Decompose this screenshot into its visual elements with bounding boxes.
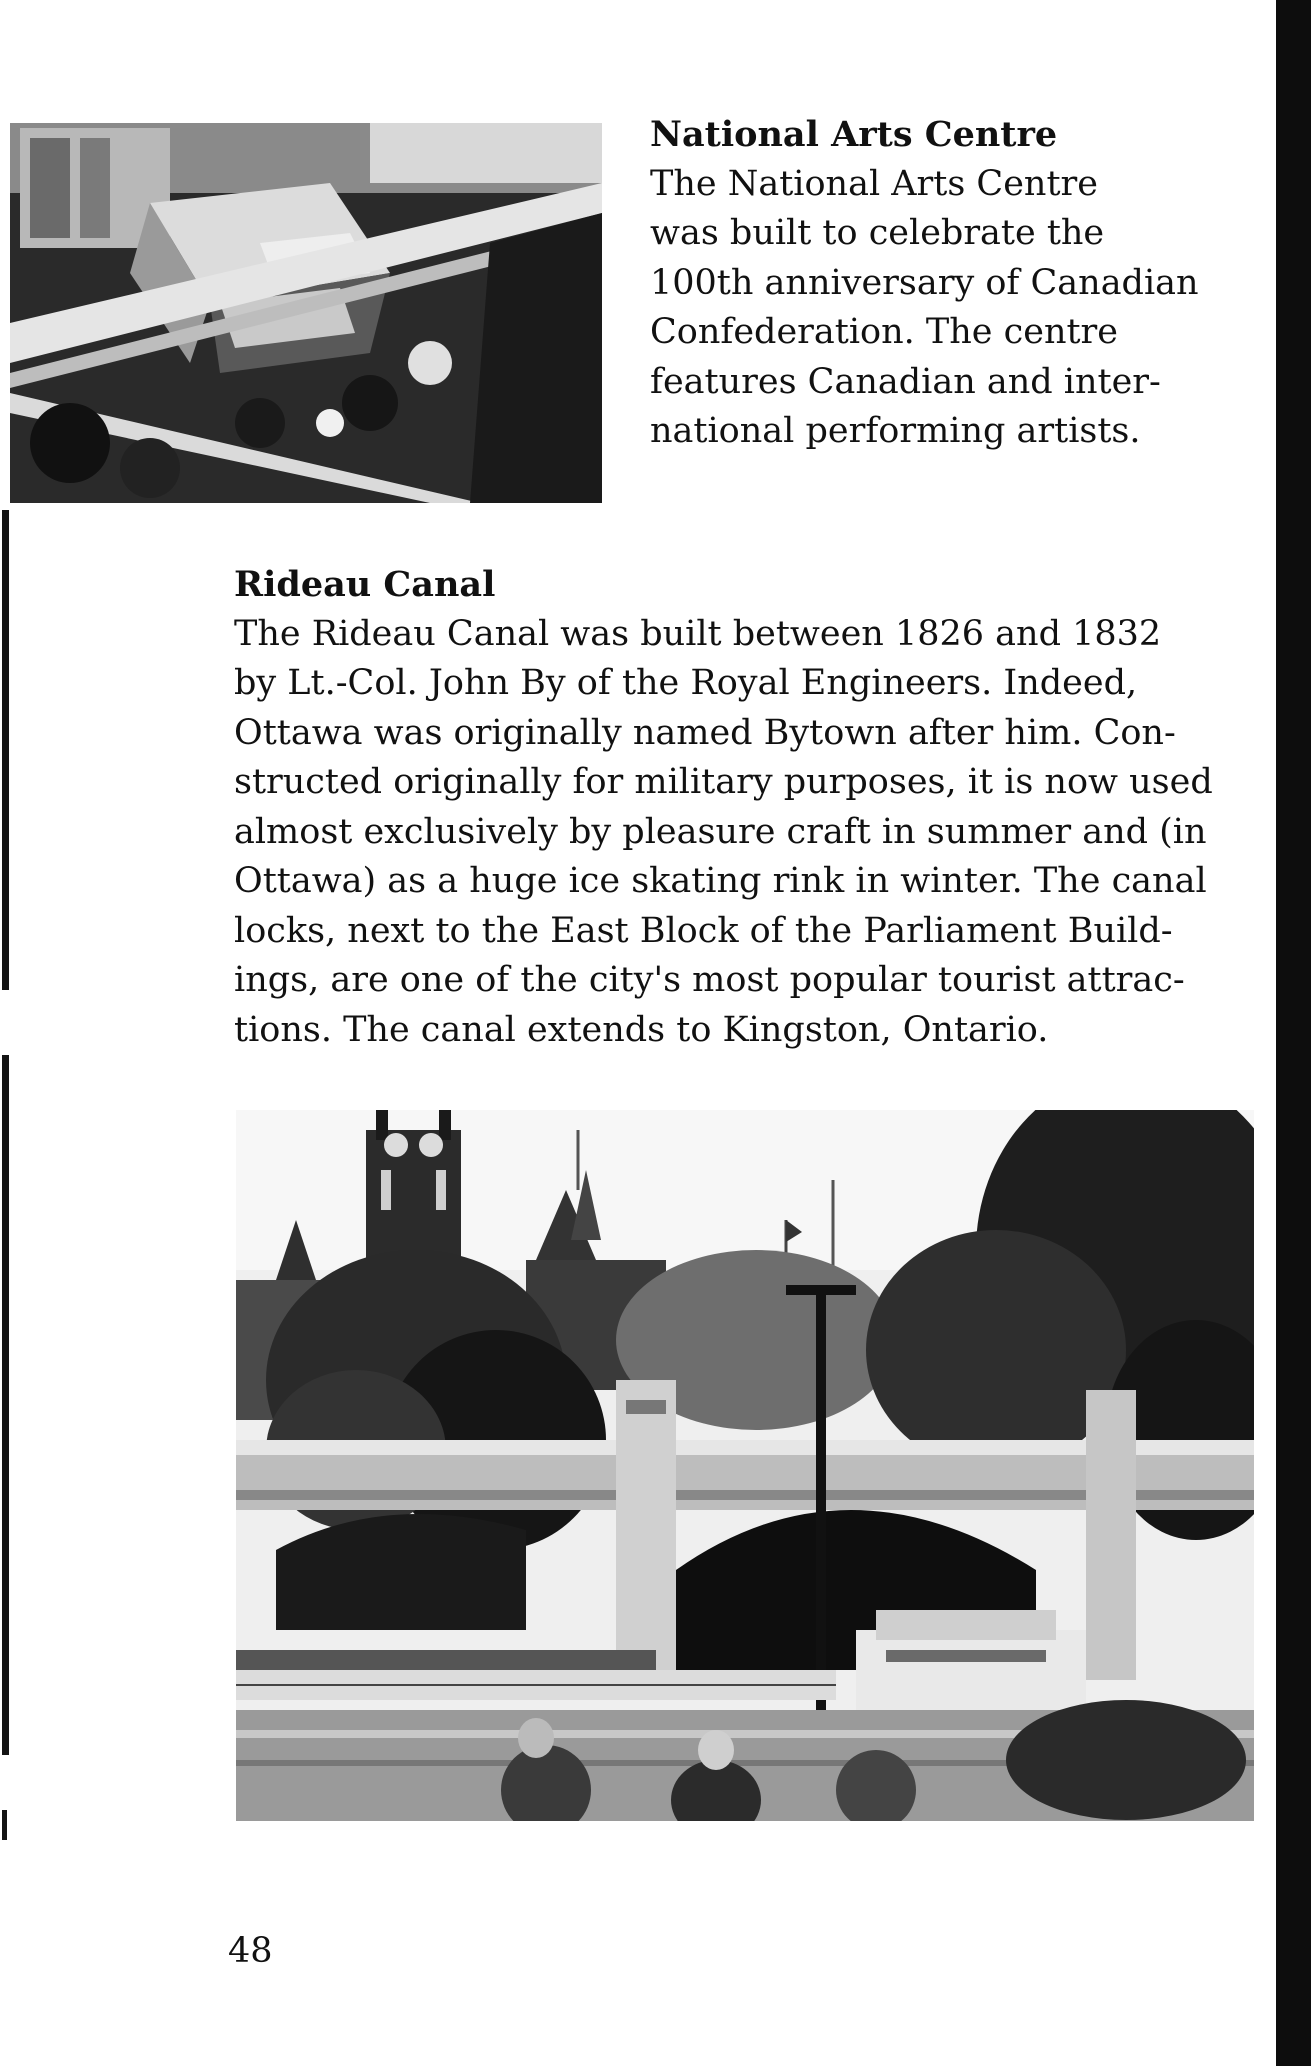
nac-text-line: was built to celebrate the <box>650 213 1105 253</box>
rideau-text-line: locks, next to the East Block of the Parliament Build- <box>234 910 1173 951</box>
rideau-text-line: Ottawa) as a huge ice skating rink in winter. The canal <box>234 861 1207 901</box>
rideau-text-line: structed originally for military purposes, it is now used <box>234 762 1213 802</box>
page-number: 48 <box>228 1931 273 1971</box>
page-binding-edge <box>1276 0 1311 2066</box>
rideau-text-line: Ottawa was originally named Bytown after him. Con- <box>234 712 1176 753</box>
nac-text-line: Confederation. The centre <box>650 312 1118 352</box>
rideau-canal-heading: Rideau Canal <box>234 564 496 605</box>
rideau-text-line: by Lt.-Col. John By of the Royal Engineers. Indeed, <box>234 663 1138 703</box>
page-scan-edge <box>2 1810 7 1840</box>
nac-text-line: The National Arts Centre <box>650 163 1098 204</box>
rideau-canal-section <box>234 560 1264 1055</box>
rideau-text-line: ings, are one of the city's most popular tourist attrac- <box>234 960 1185 1000</box>
nac-text-line: features Canadian and inter- <box>650 361 1161 402</box>
page-scan-edge <box>2 1055 9 1755</box>
national-arts-centre-heading: National Arts Centre <box>650 114 1058 155</box>
rideau-text-line: The Rideau Canal was built between 1826 and 1832 <box>234 613 1162 654</box>
page-scan-edge <box>2 510 9 990</box>
nac-text-line: 100th anniversary of Canadian <box>650 262 1199 303</box>
national-arts-centre-photo <box>10 123 602 503</box>
rideau-text-line: almost exclusively by pleasure craft in summer and (in <box>234 811 1207 852</box>
nac-text-line: national performing artists. <box>650 411 1141 451</box>
national-arts-centre-section <box>650 110 1250 457</box>
rideau-text-line: tions. The canal extends to Kingston, Ontario. <box>234 1009 1049 1050</box>
rideau-canal-photo <box>236 1110 1254 1821</box>
